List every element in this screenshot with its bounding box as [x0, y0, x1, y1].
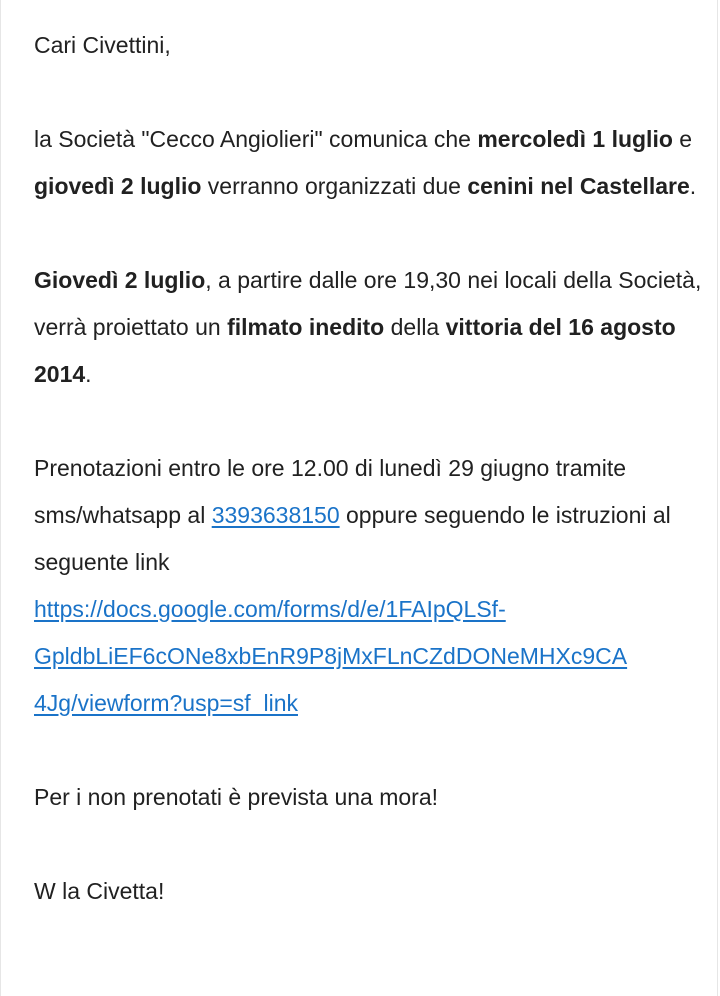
screening-text-1: , a partire dalle ore 19,30 nei locali della Società, verrà proiettato un [34, 267, 702, 340]
screening-paragraph [34, 257, 704, 398]
screening-date: Giovedì 2 luglio [34, 267, 206, 293]
paragraph-spacer [34, 69, 704, 116]
booking-text-2: oppure seguendo le istruzioni al seguente link [34, 502, 671, 575]
booking-text-1: Prenotazioni entro le ore 12.00 di lunedì 29 giugno tramite sms/whatsapp al [34, 455, 627, 528]
screening-text-2: della [384, 314, 446, 340]
phone-link[interactable]: 3393638150 [211, 502, 340, 528]
late-fee-paragraph: Per i non prenotati è prevista una mora! [34, 784, 439, 810]
url-line-3: 4Jg/viewform?usp=sf_link [34, 690, 298, 716]
url-line-2: GpldbLiEF6cONe8xbEnR9P8jMxFLnCZdDONeMHXc9CA [34, 643, 628, 669]
booking-form-link[interactable] [34, 586, 704, 727]
announcement-paragraph [34, 116, 704, 210]
date-mercoledi: mercoledì 1 luglio [477, 126, 673, 152]
event-cenini: cenini nel Castellare [467, 173, 690, 199]
date-giovedi: giovedì 2 luglio [34, 173, 202, 199]
paragraph-spacer [34, 210, 704, 257]
url-line-1: https://docs.google.com/forms/d/e/1FAIpQLSf- [34, 596, 506, 622]
victory-highlight: vittoria del 16 agosto 2014 [34, 314, 676, 387]
announcement-text-2: e [672, 126, 693, 152]
screening-text-3: . [85, 361, 92, 387]
announcement-text-4: . [689, 173, 697, 199]
signoff: W la Civetta! [34, 878, 165, 904]
paragraph-spacer [34, 398, 704, 445]
film-highlight: filmato inedito [227, 314, 385, 340]
message-content [34, 22, 704, 915]
announcement-text-3: verranno organizzati due [201, 173, 468, 199]
paragraph-spacer [34, 727, 704, 774]
booking-paragraph [34, 445, 704, 727]
announcement-text-1: la Società "Cecco Angiolieri" comunica che [34, 126, 478, 152]
paragraph-spacer [34, 821, 704, 868]
greeting: Cari Civettini, [34, 32, 171, 58]
